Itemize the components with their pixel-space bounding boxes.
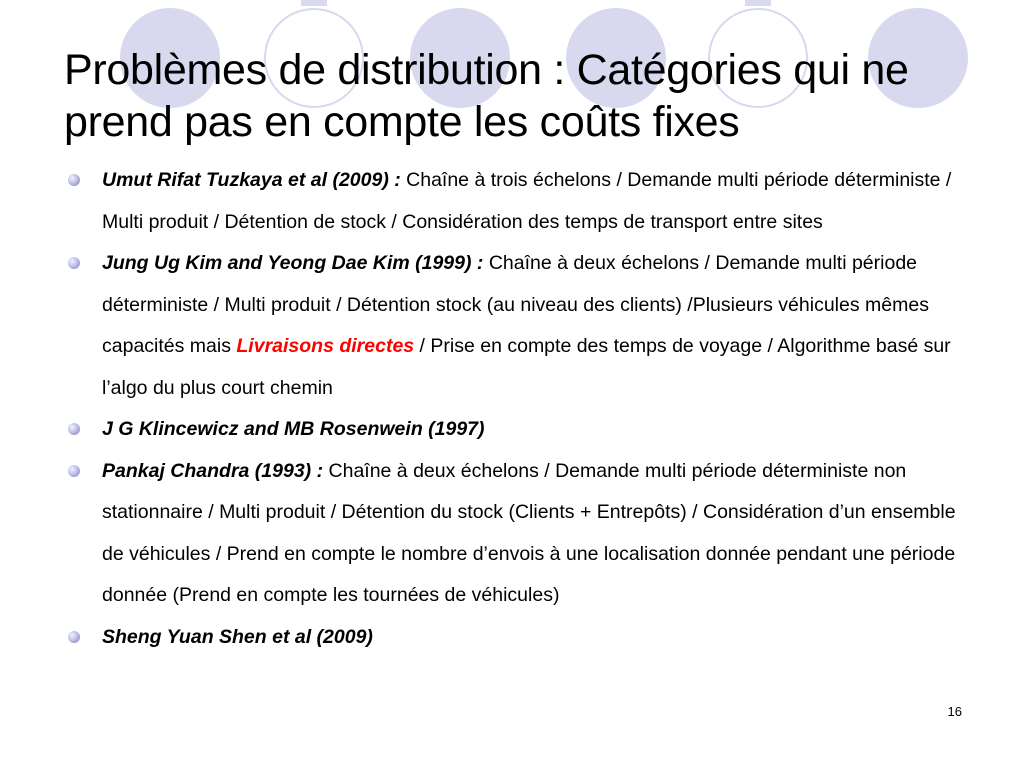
bullet-item bbox=[66, 243, 966, 409]
bullet-text: / Prise en compte des temps de voyage / Algorithme basé sur l’algo du plus court chemin bbox=[102, 335, 951, 399]
bullet-item bbox=[66, 409, 966, 451]
bullet-icon bbox=[68, 174, 80, 186]
bullet-author: J G Klincewicz and MB Rosenwein (1997) bbox=[102, 418, 485, 440]
bullet-icon bbox=[68, 465, 80, 477]
bullet-author: Pankaj Chandra (1993) : bbox=[102, 459, 324, 482]
bullet-item bbox=[66, 160, 966, 243]
bullet-author: Sheng Yuan Shen et al (2009) bbox=[102, 625, 373, 648]
bullet-icon bbox=[68, 423, 80, 435]
bullet-icon bbox=[68, 257, 80, 269]
bullet-author: Jung Ug Kim and Yeong Dae Kim (1999) : bbox=[102, 252, 484, 274]
bullet-highlight: Livraisons directes bbox=[236, 335, 415, 357]
decorative-circle-tail bbox=[745, 0, 771, 6]
slide-title: Problèmes de distribution : Catégories qui ne prend pas en compte les coûts fixes bbox=[64, 46, 909, 146]
page-number: 16 bbox=[947, 704, 962, 719]
bullet-author: Umut Rifat Tuzkaya et al (2009) : bbox=[102, 169, 401, 191]
bullet-item bbox=[66, 451, 966, 617]
bullet-icon bbox=[68, 631, 80, 643]
bullet-text: Chaîne à deux échelons / Demande multi période déterministe non stationnaire / Multi produit / Détention du stock (Clients + Entrepôts) / Considération d’un ensemble de véhicules / Prend en compte le nombre d’envois à une localisation donnée pendant une période donnée (Prend en compte les tournées de véhicules) bbox=[102, 459, 956, 606]
bullet-text: Chaîne à deux échelons / Demande multi période déterministe / Multi produit / Détention stock (au niveau des clients) /Plusieurs véhicules mêmes capacités mais bbox=[102, 252, 929, 357]
bullet-list bbox=[66, 160, 966, 658]
bullet-item bbox=[66, 617, 966, 659]
decorative-circle-tail bbox=[301, 0, 327, 6]
bullet-text: Chaîne à trois échelons / Demande multi période déterministe / Multi produit / Détention de stock / Considération des temps de transport entre sites bbox=[102, 169, 952, 233]
